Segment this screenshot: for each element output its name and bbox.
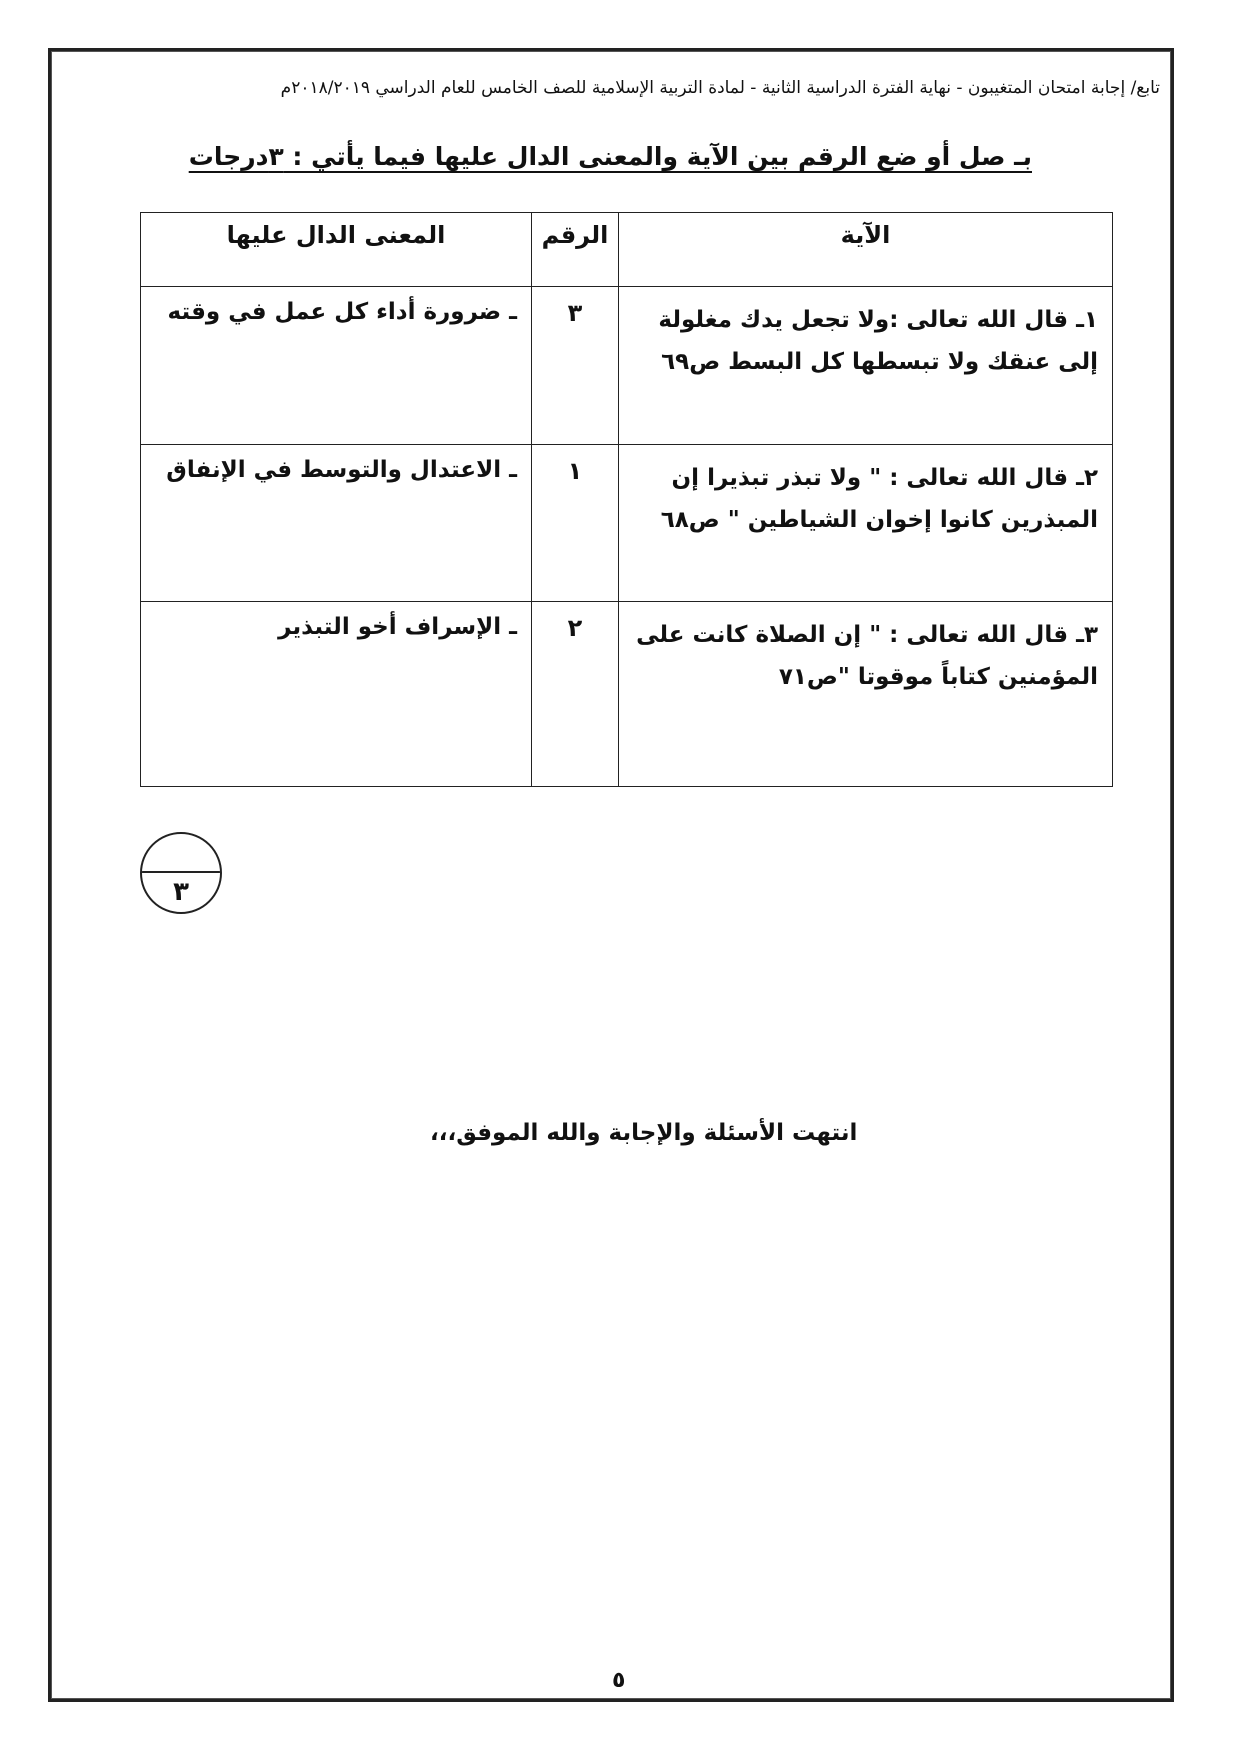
meaning-cell: ـ الاعتدال والتوسط في الإنفاق: [141, 445, 532, 602]
table-header-row: [141, 213, 1113, 287]
table-row: [141, 602, 1113, 787]
verse-cell: ٣ـ قال الله تعالى : " إن الصلاة كانت على المؤمنين كتاباً موقوتا "ص٧١: [619, 602, 1113, 787]
verse-cell: ٢ـ قال الله تعالى : " ولا تبذر تبذيرا إن المبذرين كانوا إخوان الشياطين " ص٦٨: [619, 445, 1113, 602]
score-circle: [140, 832, 222, 914]
matching-table: [140, 212, 1113, 787]
score-value: ٣: [173, 877, 189, 907]
column-header-meaning: المعنى الدال عليها: [141, 213, 532, 287]
number-cell: ٣: [532, 287, 619, 445]
closing-text: انتهت الأسئلة والإجابة والله الموفق،،،: [430, 1120, 858, 1146]
section-title: بـ صل أو ضع الرقم بين الآية والمعنى الدال عليها فيما يأتي : ٣درجات: [188, 142, 1032, 171]
score-divider: [142, 871, 220, 873]
document-header: تابع/ إجابة امتحان المتغيبون - نهاية الفترة الدراسية الثانية - لمادة التربية الإسلامية للصف الخامس للعام الدراسي ٢٠١٨/٢٠١٩م: [280, 78, 1160, 98]
number-cell: ١: [532, 445, 619, 602]
table-row: [141, 287, 1113, 445]
verse-cell: ١ـ قال الله تعالى :ولا تجعل يدك مغلولة إلى عنقك ولا تبسطها كل البسط ص٦٩: [619, 287, 1113, 445]
meaning-cell: ـ الإسراف أخو التبذير: [141, 602, 532, 787]
column-header-number: الرقم: [532, 213, 619, 287]
page-number: ٥: [612, 1668, 626, 1693]
number-cell: ٢: [532, 602, 619, 787]
meaning-cell: ـ ضرورة أداء كل عمل في وقته: [141, 287, 532, 445]
column-header-verse: الآية: [619, 213, 1113, 287]
table-row: [141, 445, 1113, 602]
